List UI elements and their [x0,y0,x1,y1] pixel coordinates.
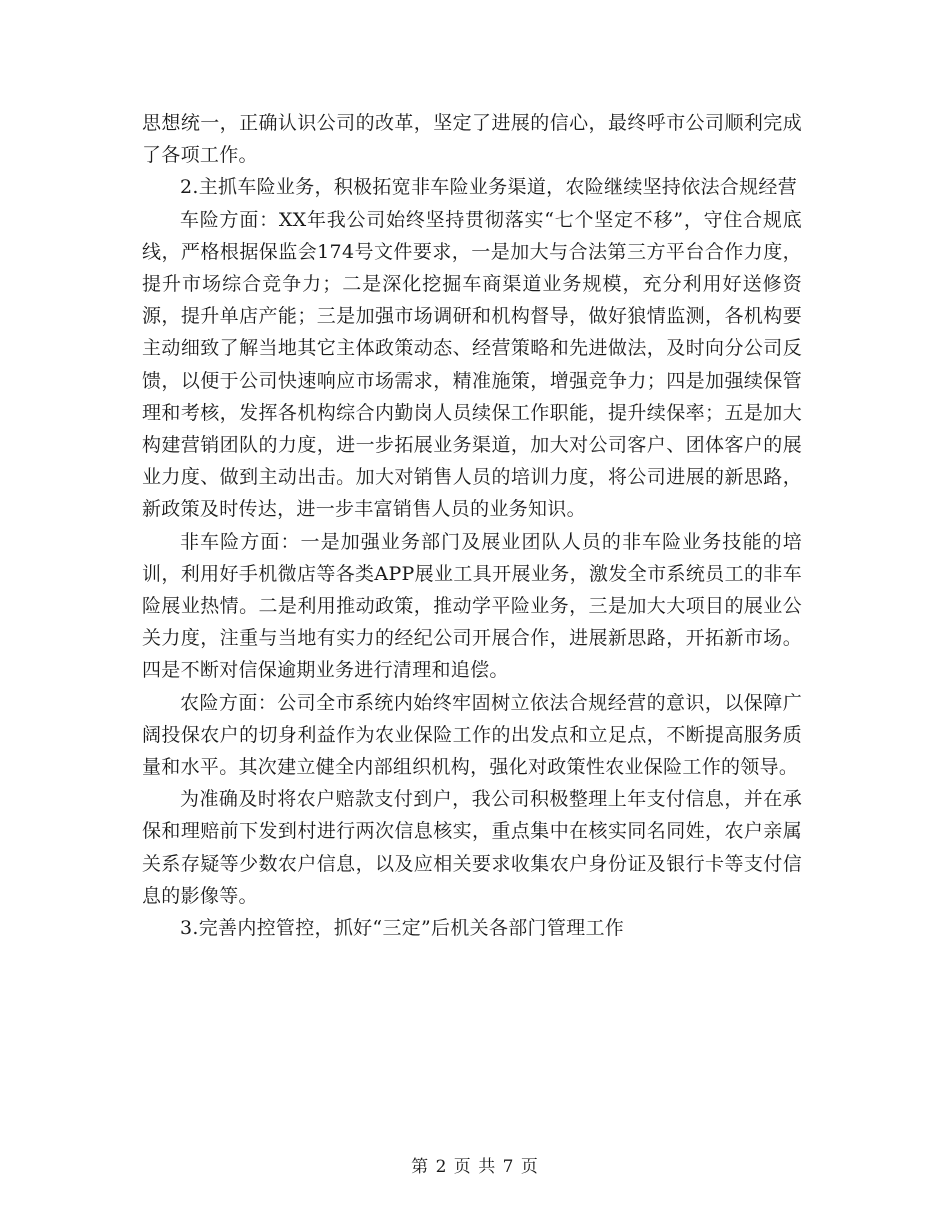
document-body [142,107,802,944]
paragraph-compensation-payment: 为准确及时将农户赔款支付到户，我公司积极整理上年支付信息，并在承保和理赔前下发到村进行两次信息核实，重点集中在核实同名同姓，农户亲属关系存疑等少数农户信息，以及应相关要求收集农户身份证及银行卡等支付信息的影像等。 [142,788,802,907]
section-heading-3: 3.完善内控管控，抓好“三定”后机关各部门管理工作 [180,917,625,940]
page-footer: 第 2 页 共 7 页 [411,1157,539,1177]
paragraph-continuation: 思想统一，正确认识公司的改革，坚定了进展的信心，最终呼市公司顺利完成了各项工作。 [142,112,802,167]
paragraph-non-auto-insurance: 非车险方面：一是加强业务部门及展业团队人员的非车险业务技能的培训，利用好手机微店等各类APP展业工具开展业务，激发全市系统员工的非车险展业热情。二是利用推动政策，推动学平险业务，三是加大大项目的展业公关力度，注重与当地有实力的经纪公司开展合作，进展新思路，开拓新市场。四是不断对信保逾期业务进行清理和追偿。 [142,530,802,682]
paragraph-agricultural-insurance: 农险方面：公司全市系统内始终牢固树立依法合规经营的意识，以保障广阔投保农户的切身利益作为农业保险工作的出发点和立足点，不断提高服务质量和水平。其次建立健全内部组织机构，强化对政策性农业保险工作的领导。 [142,691,802,779]
paragraph-auto-insurance: 车险方面：XX年我公司始终坚持贯彻落实“七个坚定不移”，守住合规底线，严格根据保监会174号文件要求，一是加大与合法第三方平台合作力度，提升市场综合竞争力；二是深化挖掘车商渠道业务规模，充分利用好送修资源，提升单店产能；三是加强市场调研和机构督导，做好狼情监测，各机构要主动细致了解当地其它主体政策动态、经营策略和先进做法，及时向分公司反馈，以便于公司快速响应市场需求，精准施策，增强竞争力；四是加强续保管理和考核，发挥各机构综合内勤岗人员续保工作职能，提升续保率；五是加大构建营销团队的力度，进一步拓展业务渠道，加大对公司客户、团体客户的展业力度、做到主动出击。加大对销售人员的培训力度，将公司进展的新思路，新政策及时传达，进一步丰富销售人员的业务知识。 [142,208,802,521]
section-heading-2: 2.主抓车险业务，积极拓宽非车险业务渠道，农险继续坚持依法合规经营 [180,176,798,199]
